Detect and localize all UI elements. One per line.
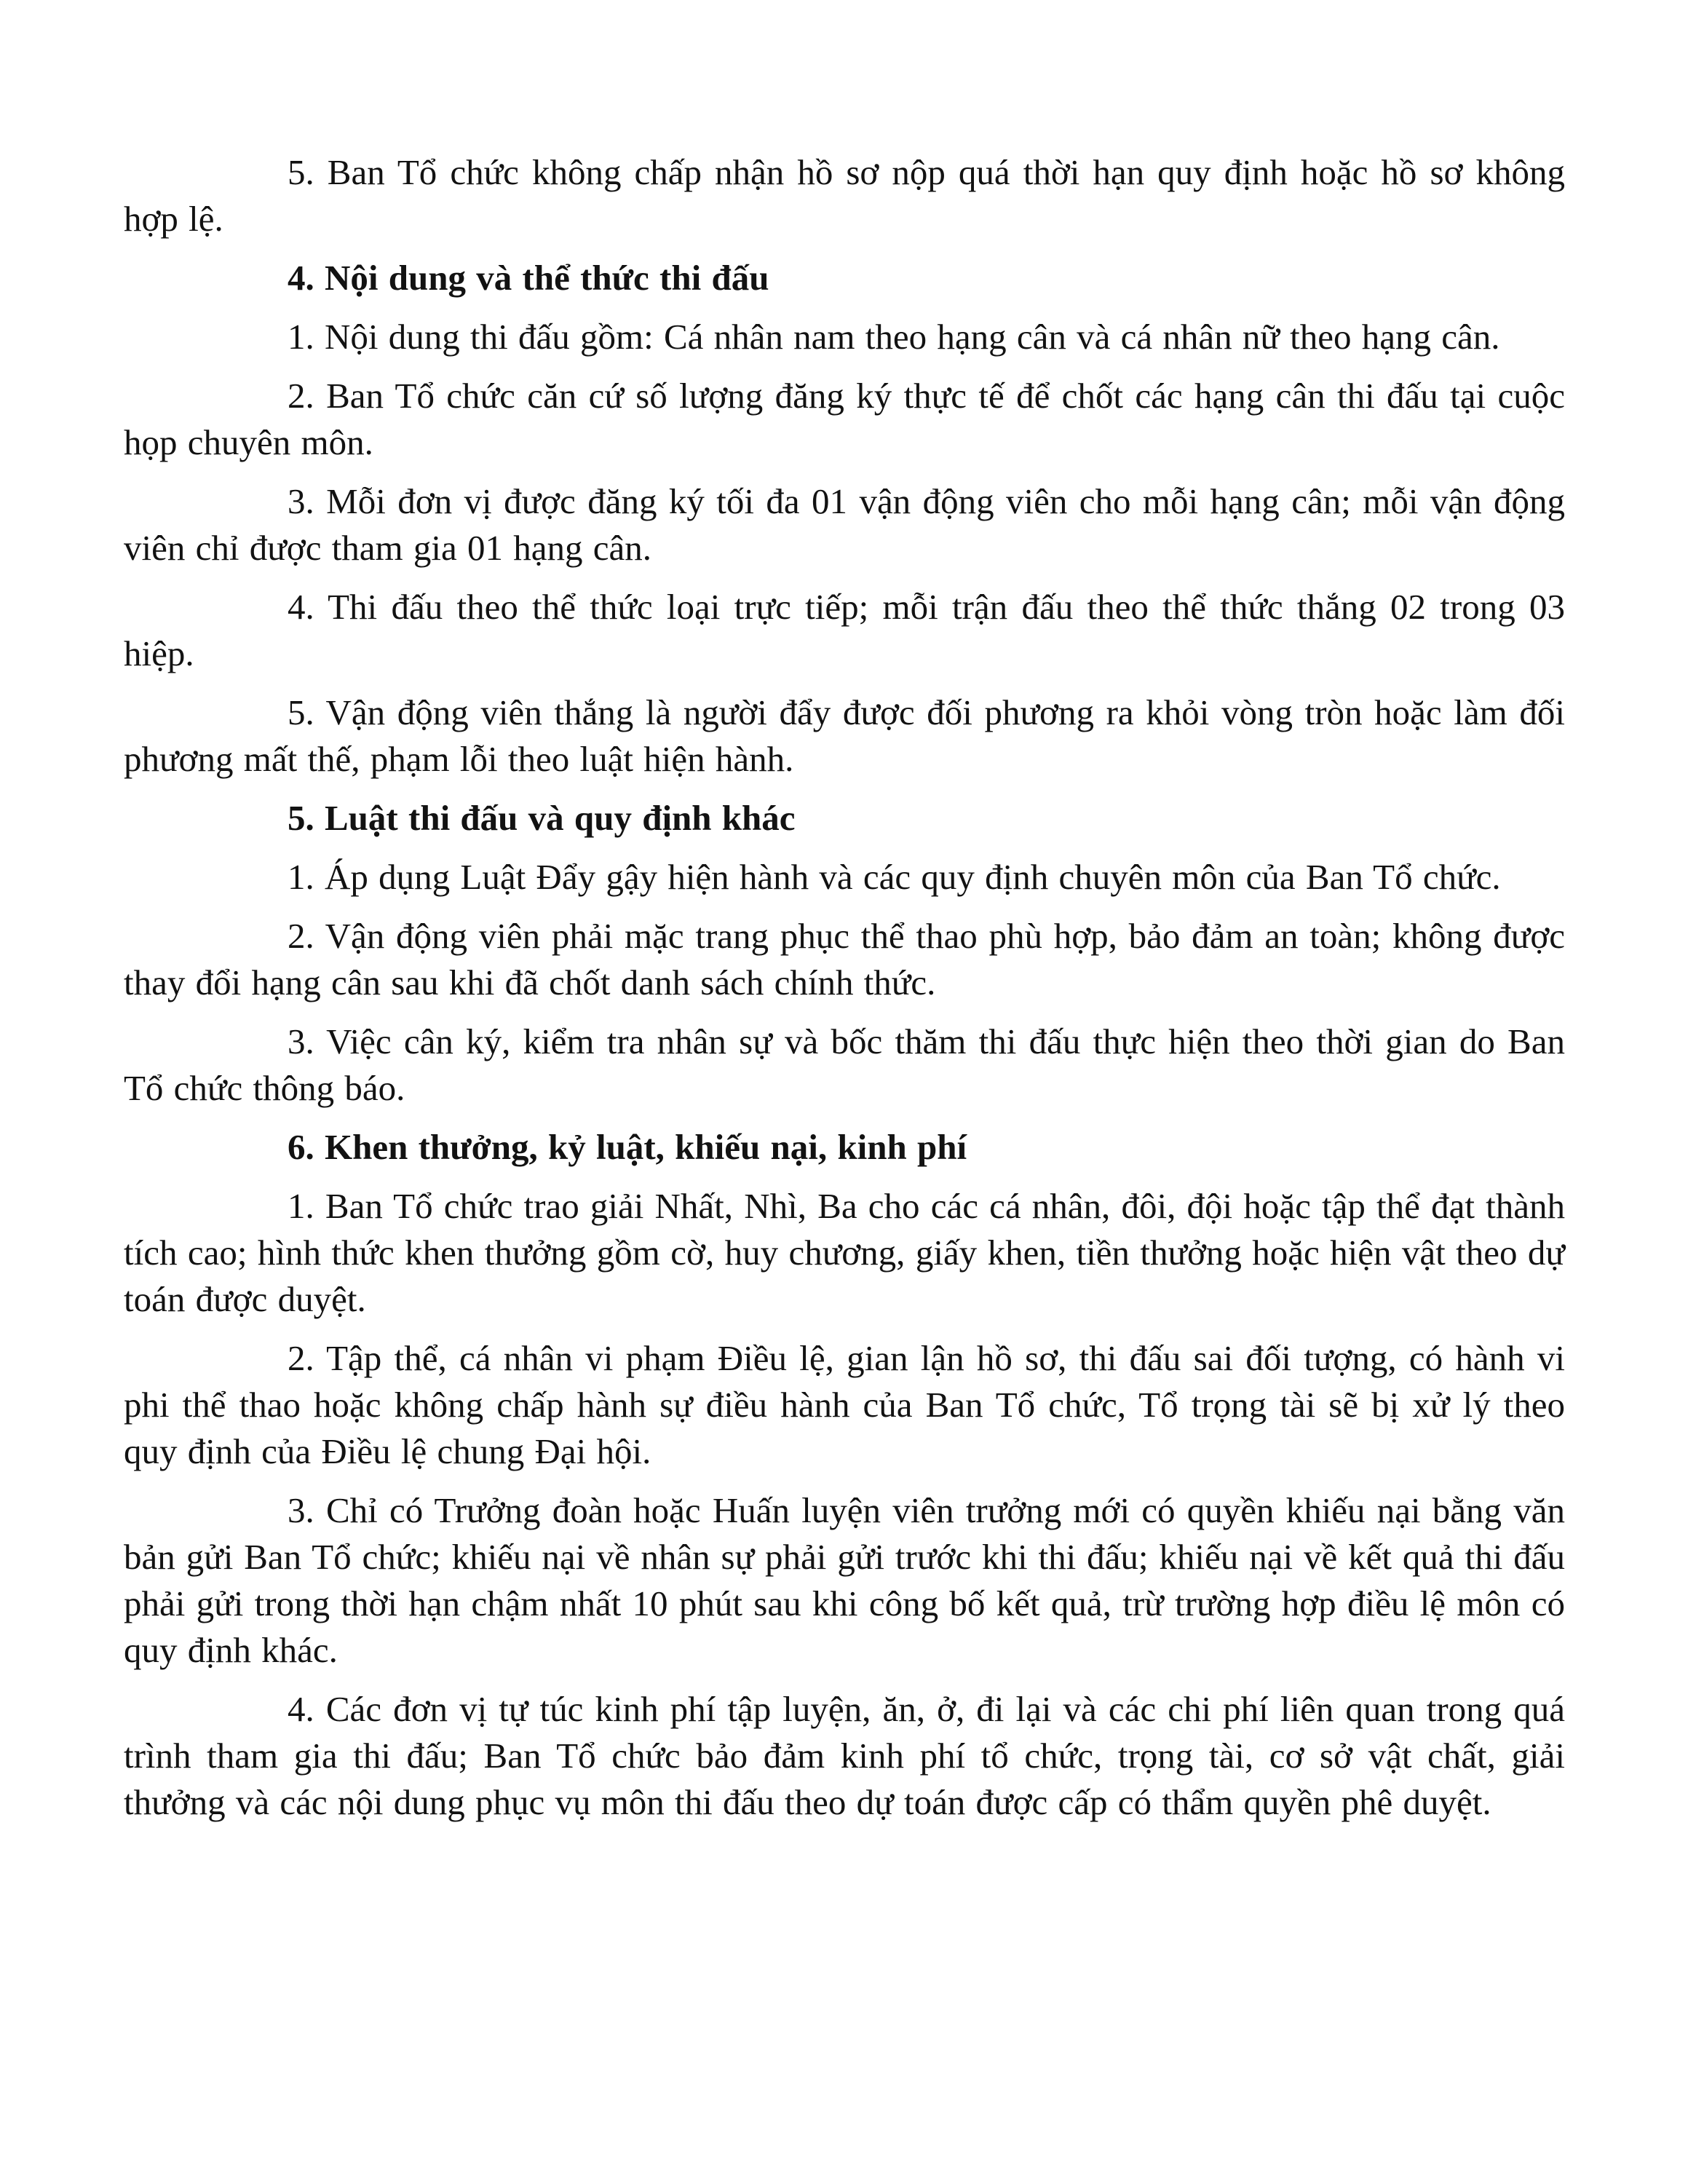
paragraph: 5. Ban Tổ chức không chấp nhận hồ sơ nộp quá thời hạn quy định hoặc hồ sơ không hợp lệ. <box>124 152 1565 239</box>
paragraph: 4. Thi đấu theo thể thức loại trực tiếp; mỗi trận đấu theo thể thức thắng 02 trong 03 hiệp. <box>124 587 1565 673</box>
paragraph: 2. Ban Tổ chức căn cứ số lượng đăng ký thực tế để chốt các hạng cân thi đấu tại cuộc họp chuyên môn. <box>124 376 1565 462</box>
paragraph: 5. Vận động viên thắng là người đẩy được đối phương ra khỏi vòng tròn hoặc làm đối phương mất thế, phạm lỗi theo luật hiện hành. <box>124 692 1565 779</box>
paragraph: 3. Mỗi đơn vị được đăng ký tối đa 01 vận động viên cho mỗi hạng cân; mỗi vận động viên chỉ được tham gia 01 hạng cân. <box>124 481 1565 568</box>
paragraph: 1. Ban Tổ chức trao giải Nhất, Nhì, Ba cho các cá nhân, đôi, đội hoặc tập thể đạt thành tích cao; hình thức khen thưởng gồm cờ, huy chương, giấy khen, tiền thưởng hoặc hiện vật theo dự toán được duyệt. <box>124 1186 1565 1319</box>
section-heading: 6. Khen thưởng, kỷ luật, khiếu nại, kinh phí <box>288 1127 967 1167</box>
paragraph: 3. Chỉ có Trưởng đoàn hoặc Huấn luyện viên trưởng mới có quyền khiếu nại bằng văn bản gửi Ban Tổ chức; khiếu nại về nhân sự phải gửi trước khi thi đấu; khiếu nại về kết quả thi đấu phải gửi trong thời hạn chậm nhất 10 phút sau khi công bố kết quả, trừ trường hợp điều lệ môn có quy định khác. <box>124 1490 1565 1670</box>
section-heading: 4. Nội dung và thể thức thi đấu <box>288 258 769 298</box>
paragraph: 1. Áp dụng Luật Đẩy gậy hiện hành và các quy định chuyên môn của Ban Tổ chức. <box>288 857 1501 897</box>
paragraph: 2. Vận động viên phải mặc trang phục thể thao phù hợp, bảo đảm an toàn; không được thay đổi hạng cân sau khi đã chốt danh sách chính thức. <box>124 916 1565 1002</box>
document-body <box>124 149 1565 1826</box>
section-heading: 5. Luật thi đấu và quy định khác <box>288 798 796 838</box>
paragraph: 4. Các đơn vị tự túc kinh phí tập luyện, ăn, ở, đi lại và các chi phí liên quan trong quá trình tham gia thi đấu; Ban Tổ chức bảo đảm kinh phí tổ chức, trọng tài, cơ sở vật chất, giải thưởng và các nội dung phục vụ môn thi đấu theo dự toán được cấp có thẩm quyền phê duyệt. <box>124 1689 1565 1822</box>
paragraph: 3. Việc cân ký, kiểm tra nhân sự và bốc thăm thi đấu thực hiện theo thời gian do Ban Tổ chức thông báo. <box>124 1021 1565 1108</box>
paragraph: 1. Nội dung thi đấu gồm: Cá nhân nam theo hạng cân và cá nhân nữ theo hạng cân. <box>288 317 1500 357</box>
paragraph: 2. Tập thể, cá nhân vi phạm Điều lệ, gian lận hồ sơ, thi đấu sai đối tượng, có hành vi phi thể thao hoặc không chấp hành sự điều hành của Ban Tổ chức, Tổ trọng tài sẽ bị xử lý theo quy định của Điều lệ chung Đại hội. <box>124 1338 1565 1471</box>
